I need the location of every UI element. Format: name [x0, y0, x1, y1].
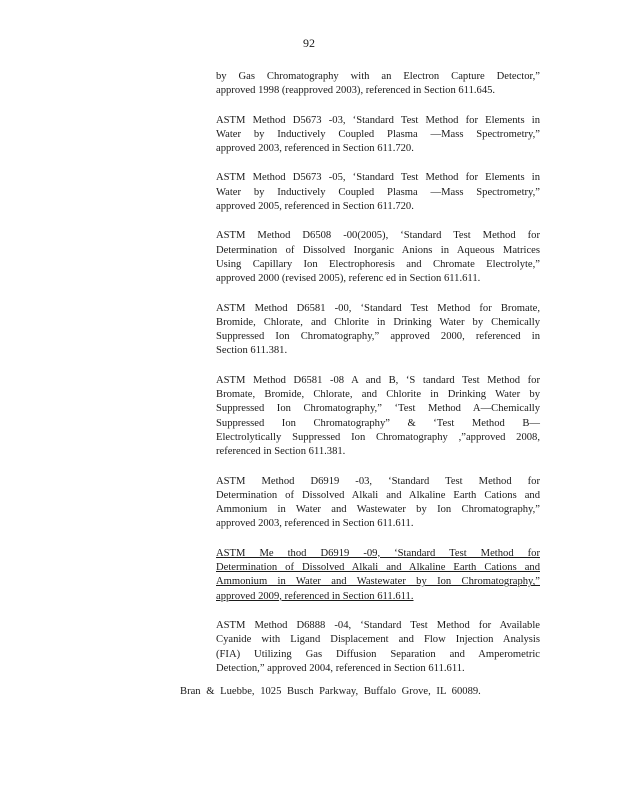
reference-entry	[216, 171, 540, 214]
reference-line: by Gas Chromatography with an Electron Capture Detector,”	[216, 71, 540, 82]
reference-line: Suppressed Ion Chromatography,” approved 2000, referenced in	[216, 331, 540, 343]
reference-line: Suppressed Ion Chromatography,” ‘Test Method A—Chemically	[216, 403, 540, 415]
reference-line: Water by Inductively Coupled Plasma —Mass Spectrometry,”	[216, 128, 540, 140]
reference-line: Ammonium in Water and Wastewater by Ion Chromatography,”	[216, 504, 540, 516]
reference-line: Ammonium in Water and Wastewater by Ion Chromatography,”	[216, 576, 540, 588]
reference-line: Section 611.381.	[216, 345, 288, 357]
reference-line: ASTM Method D5673 -03, ‘Standard Test Method for Elements in	[216, 114, 540, 126]
reference-line: approved 1998 (reapproved 2003), referenced in Section 611.645.	[216, 85, 496, 97]
reference-entry	[216, 547, 540, 604]
reference-line: ASTM Method D6508 -00(2005), ‘Standard Test Method for	[216, 230, 540, 242]
reference-line: referenced in Section 611.381.	[216, 446, 346, 458]
reference-line: Determination of Dissolved Alkali and Alkaline Earth Cations and	[216, 489, 540, 501]
reference-line: approved 2003, referenced in Section 611.720.	[216, 143, 414, 155]
reference-entry	[216, 374, 540, 460]
reference-entry	[216, 302, 540, 359]
supplier-address: Bran & Luebbe, 1025 Busch Parkway, Buffalo Grove, IL 60089.	[180, 686, 481, 697]
reference-line: ASTM Method D6581 -00, ‘Standard Test Method for Bromate,	[216, 302, 540, 314]
reference-line: Suppressed Ion Chromatography” & ‘Test Method B—	[216, 417, 540, 429]
reference-line: Using Capillary Ion Electrophoresis and Chromate Electrolyte,”	[216, 258, 540, 270]
reference-line: Determination of Dissolved Inorganic Anions in Aqueous Matrices	[216, 244, 540, 256]
reference-line: approved 2005, referenced in Section 611.720.	[216, 201, 414, 213]
reference-entry	[216, 475, 540, 532]
reference-line: ASTM Method D5673 -05, ‘Standard Test Method for Elements in	[216, 172, 540, 184]
reference-line: Detection,” approved 2004, referenced in Section 611.611.	[216, 662, 465, 674]
reference-line: approved 2000 (revised 2005), referenc ed in Section 611.611.	[216, 273, 481, 285]
reference-line: (FIA) Utilizing Gas Diffusion Separation and Amperometric	[216, 648, 540, 660]
reference-line: ASTM Me thod D6919 -09, ‘Standard Test Method for	[216, 547, 540, 559]
reference-line: ASTM Method D6919 -03, ‘Standard Test Method for	[216, 475, 540, 487]
reference-line: approved 2009, referenced in Section 611.611.	[216, 590, 414, 602]
reference-line: Determination of Dissolved Alkali and Alkaline Earth Cations and	[216, 562, 540, 574]
reference-line: ASTM Method D6888 -04, ‘Standard Test Method for Available	[216, 619, 540, 631]
reference-line: Water by Inductively Coupled Plasma —Mass Spectrometry,”	[216, 186, 540, 198]
reference-entry	[216, 229, 540, 286]
page-number: 92	[303, 36, 315, 50]
reference-list	[216, 70, 540, 691]
reference-line: Bromate, Bromide, Chlorate, and Chlorite in Drinking Water by	[216, 389, 540, 401]
reference-entry	[216, 70, 540, 99]
reference-line: approved 2003, referenced in Section 611.611.	[216, 518, 414, 530]
reference-entry	[216, 619, 540, 676]
reference-line: Cyanide with Ligand Displacement and Flow Injection Analysis	[216, 634, 540, 646]
reference-line: Bromide, Chlorate, and Chlorite in Drinking Water by Chemically	[216, 316, 540, 328]
reference-line: ASTM Method D6581 -08 A and B, ‘S tandard Test Method for	[216, 374, 540, 386]
reference-entry	[216, 114, 540, 157]
reference-line: Electrolytically Suppressed Ion Chromatography ,”approved 2008,	[216, 431, 540, 443]
